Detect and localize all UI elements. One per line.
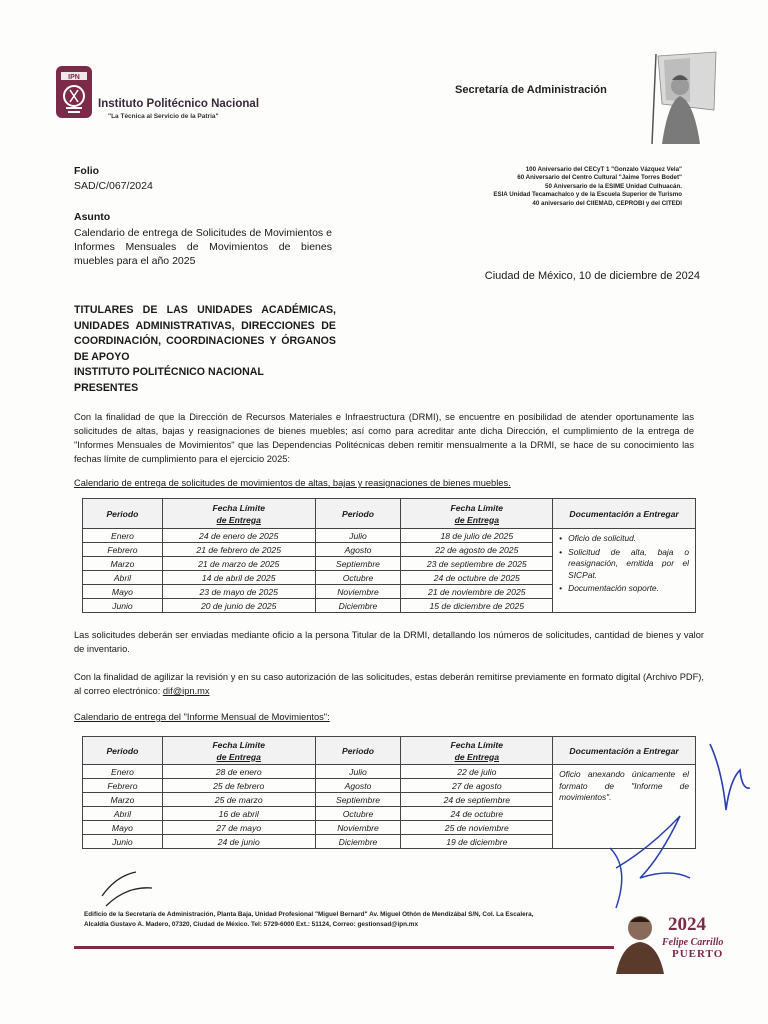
cell-date: 28 de enero	[162, 765, 315, 779]
footer-line: Alcaldía Gustavo A. Madero, 07320, Ciudad de México. Tel: 5729-6000 Ext.: 51124, Correo: gestionsad@ipn.mx	[84, 921, 419, 928]
recipients-presentes: PRESENTES	[74, 381, 139, 394]
cell-period: Octubre	[315, 807, 401, 821]
initials-signature-icon	[96, 866, 156, 910]
recipients-titles: TITULARES DE LAS UNIDADES ACADÉMICAS, UNIDADES ADMINISTRATIVAS, DIRECCIONES DE COORDINACIÓN, COORDINACIONES Y ÓRGANOS DE APOYO	[74, 304, 336, 363]
header-fecha-limite: Fecha Límite de Entrega	[401, 499, 553, 529]
anniversary-line: 60 Aniversario del Centro Cultural "Jaime Torres Bodet"	[517, 174, 682, 182]
cell-period: Abril	[83, 571, 163, 585]
institution-name: Instituto Politécnico Nacional	[98, 98, 260, 110]
submission-paragraph: Las solicitudes deberán ser enviadas mediante oficio a la persona Titular de la DRMI, detallando los números de solicitudes, cantidad de bienes y valor de inventario.	[74, 630, 704, 654]
ipn-logo-icon	[54, 64, 94, 120]
cell-period: Junio	[83, 599, 163, 613]
header-periodo: Periodo	[83, 499, 163, 529]
folio-label: Folio	[74, 165, 100, 177]
cell-date: 27 de mayo	[162, 821, 315, 835]
institution-motto: "La Técnica al Servicio de la Patria"	[108, 113, 219, 120]
folio-value: SAD/C/067/2024	[74, 180, 153, 192]
anniversary-line: 100 Aniversario del CECyT 1 "Gonzalo Vázquez Vela"	[525, 166, 682, 173]
blue-signature-icon	[590, 808, 700, 918]
header-periodo: Periodo	[315, 737, 401, 765]
cell-period: Diciembre	[315, 835, 401, 849]
flag-woman-illustration-icon	[628, 50, 720, 146]
cell-period: Enero	[83, 529, 163, 543]
cell-period: Enero	[83, 765, 163, 779]
cell-period: Mayo	[83, 585, 163, 599]
table1-title: Calendario de entrega de solicitudes de movimientos de altas, bajas y reasignaciones de bienes muebles.	[74, 478, 511, 488]
cell-date: 22 de julio	[401, 765, 553, 779]
cell-period: Mayo	[83, 821, 163, 835]
cell-period: Noviembre	[315, 585, 401, 599]
cell-period: Septiembre	[315, 793, 401, 807]
table-row	[83, 765, 696, 779]
cell-date: 20 de junio de 2025	[162, 599, 315, 613]
cell-period: Noviembre	[315, 821, 401, 835]
cell-period: Febrero	[83, 779, 163, 793]
anniversary-line: 40 aniversario del CIIEMAD, CEPROBI y del CITEDI	[532, 199, 682, 207]
intro-paragraph: Con la finalidad de que la Dirección de Recursos Materiales e Infraestructura (DRMI), se encuentre en posibilidad de atender oportunamente las solicitudes de altas, bajas y reasignaciones de bienes muebles; así como para acreditar ante dicha Dirección, el cumplimiento de la entrega de "Informes Mensuales de Movimientos" que las Dependencias Politécnicas deben remitir mensualmente a la DRMI, se hace de su conocimiento las fechas límite de cumplimiento para el ejercicio 2025:	[74, 412, 694, 464]
cell-date: 21 de noviembre de 2025	[401, 585, 553, 599]
portrait-icon	[612, 908, 668, 974]
cell-date: 24 de octubre de 2025	[401, 571, 553, 585]
cell-period: Julio	[315, 529, 401, 543]
table2-title: Calendario de entrega del "Informe Mensual de Movimientos":	[74, 712, 330, 722]
doc-item: • Oficio de solicitud.	[559, 533, 689, 545]
header-documentacion: Documentación a Entregar	[553, 499, 696, 529]
email-link[interactable]: dif@ipn.mx	[162, 686, 210, 696]
cell-period: Agosto	[315, 779, 401, 793]
header-fecha-limite: Fecha Límite de Entrega	[162, 499, 315, 529]
cell-period: Febrero	[83, 543, 163, 557]
cell-date: 24 de enero de 2025	[162, 529, 315, 543]
doc-item: • Documentación soporte.	[559, 583, 689, 595]
header-documentacion: Documentación a Entregar	[553, 737, 696, 765]
cell-period: Abril	[83, 807, 163, 821]
header-periodo: Periodo	[83, 737, 163, 765]
year-2024-logo	[612, 908, 752, 974]
cell-date: 18 de julio de 2025	[401, 529, 553, 543]
cell-date: 16 de abril	[162, 807, 315, 821]
subject-text: Calendario de entrega de Solicitudes de Movimientos e Informes Mensuales de Movimientos de bienes muebles para el año 2025	[74, 227, 332, 267]
cell-date: 25 de febrero	[162, 779, 315, 793]
footer-address	[84, 910, 624, 930]
cell-date: 23 de septiembre de 2025	[401, 557, 553, 571]
cell-documentation	[553, 529, 696, 613]
cell-period: Julio	[315, 765, 401, 779]
cell-date: 24 de junio	[162, 835, 315, 849]
cell-date: 23 de mayo de 2025	[162, 585, 315, 599]
cell-date: 27 de agosto	[401, 779, 553, 793]
cell-date: 15 de diciembre de 2025	[401, 599, 553, 613]
anniversary-line: 50 Aniversario de la ESIME Unidad Culhuacán.	[545, 182, 682, 190]
anniversary-line: ESIA Unidad Tecamachalco y de la Escuela Superior de Turismo	[493, 191, 682, 199]
cell-period: Diciembre	[315, 599, 401, 613]
recipients-block	[74, 303, 336, 396]
svg-text:IPN: IPN	[68, 74, 80, 81]
name-line2: PUERTO	[672, 948, 724, 960]
cell-period: Septiembre	[315, 557, 401, 571]
cell-date: 22 de agosto de 2025	[401, 543, 553, 557]
year-text: 2024	[668, 914, 706, 935]
doc-item: • Solicitud de alta, baja o reasignación, emitida por el SICPat.	[559, 547, 689, 582]
footer-divider	[74, 946, 614, 949]
table-row	[83, 529, 696, 543]
recipients-institution: INSTITUTO POLITÉCNICO NACIONAL	[74, 366, 264, 378]
secretariat-title: Secretaría de Administración	[455, 84, 607, 96]
anniversaries-block	[322, 166, 682, 208]
cell-period: Junio	[83, 835, 163, 849]
subject-label: Asunto	[74, 211, 111, 223]
cell-date: 24 de octubre	[401, 807, 553, 821]
cell-date: 21 de febrero de 2025	[162, 543, 315, 557]
header-fecha-limite: Fecha Límite de Entrega	[162, 737, 315, 765]
requests-calendar-table	[82, 498, 696, 613]
cell-date: 25 de noviembre	[401, 821, 553, 835]
margin-initial-signature-icon	[700, 740, 760, 820]
cell-documentation: Oficio anexando únicamente el formato de "Informe de movimientos".	[553, 765, 696, 849]
cell-period: Agosto	[315, 543, 401, 557]
cell-date: 19 de diciembre	[401, 835, 553, 849]
name-line1: Felipe Carrillo	[662, 937, 724, 948]
header-periodo: Periodo	[315, 499, 401, 529]
header-fecha-limite: Fecha Límite de Entrega	[401, 737, 553, 765]
cell-date: 14 de abril de 2025	[162, 571, 315, 585]
cell-period: Octubre	[315, 571, 401, 585]
cell-date: 25 de marzo	[162, 793, 315, 807]
cell-date: 24 de septiembre	[401, 793, 553, 807]
digital-paragraph: Con la finalidad de agilizar la revisión y en su caso autorización de las solicitudes, estas deberán remitirse previamente en formato digital (Archivo PDF), al correo electrónico: dif@ipn.mx	[74, 672, 704, 696]
cell-period: Marzo	[83, 793, 163, 807]
cell-date: 21 de marzo de 2025	[162, 557, 315, 571]
footer-line: Edificio de la Secretaría de Administración, Planta Baja, Unidad Profesional "Miguel Bernard" Av. Miguel Othón de Mendizábal S/N, Col. La Escalera,	[84, 911, 534, 918]
cell-period: Marzo	[83, 557, 163, 571]
date-line: Ciudad de México, 10 de diciembre de 2024	[484, 270, 700, 282]
